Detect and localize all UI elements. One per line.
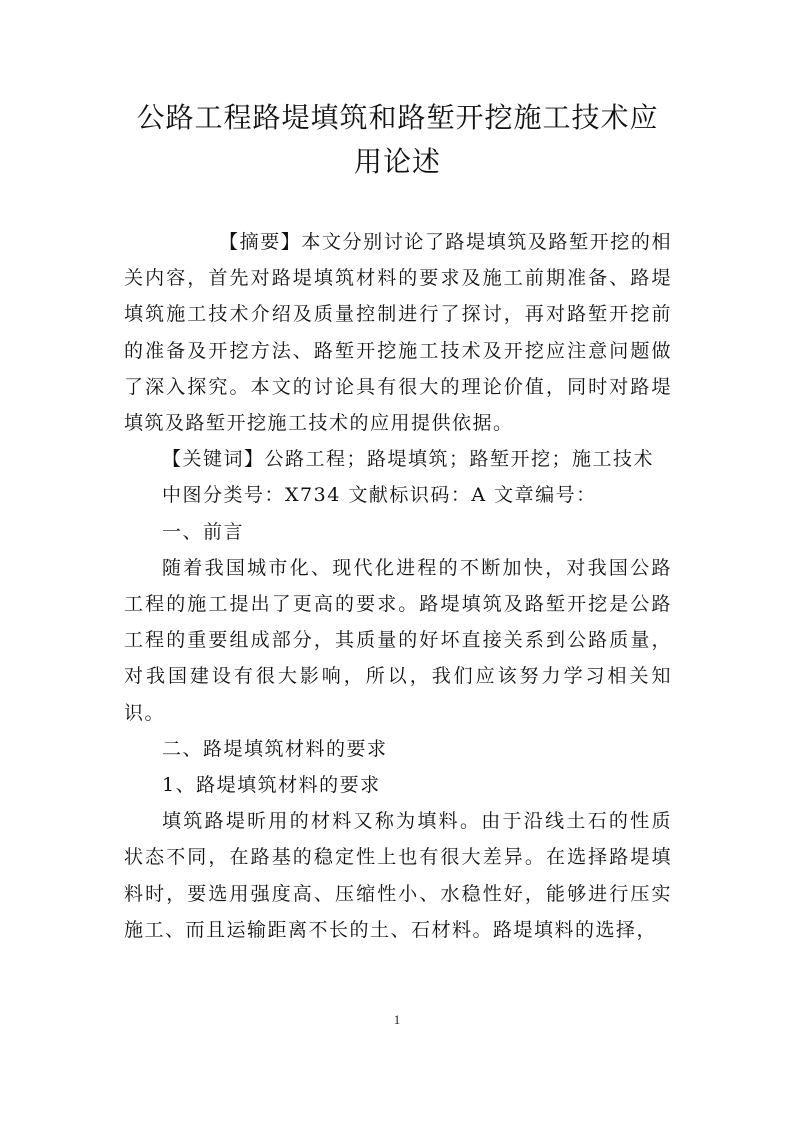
abstract-paragraph: 【摘要】本文分别讨论了路堤填筑及路堑开挖的相关内容，首先对路堤填筑材料的要求及施工前期准备、路堤填筑施工技术介绍及质量控制进行了探讨，再对路堑开挖前的准备及开挖方法、路堑开挖施工技术及开挖应注意问题做了深入探究。本文的讨论具有很大的理论价值，同时对路堤填筑及路堑开挖施工技术的应用提供依据。 xyxy=(124,231,672,435)
title-line-1: 公路工程路堤填筑和路堑开挖施工技术应 xyxy=(136,101,659,134)
classification-paragraph: 中图分类号：X734 文献标识码：A 文章编号： xyxy=(162,484,597,507)
section-heading-preface: 一、前言 xyxy=(162,520,245,543)
subsection-heading: 1、路堤填筑材料的要求 xyxy=(162,774,381,797)
keywords-paragraph: 【关键词】公路工程；路堤填筑；路堑开挖；施工技术 xyxy=(162,448,655,471)
document-title xyxy=(120,96,675,184)
title-line-2: 用论述 xyxy=(353,145,441,178)
page-number: 1 xyxy=(393,1012,401,1027)
body-paragraph: 填筑路堤昕用的材料又称为填料。由于沿线土石的性质状态不同，在路基的稳定性上也有很大差异。在选择路堤填料时，要选用强度高、压缩性小、水稳性好，能够进行压实施工、而且运输距离不长的土、石材料。路堤填料的选择， xyxy=(124,810,672,941)
section-heading-fill-materials: 二、路堤填筑材料的要求 xyxy=(162,737,388,760)
document-body xyxy=(124,224,672,948)
body-paragraph: 随着我国城市化、现代化进程的不断加快，对我国公路工程的施工提出了更高的要求。路堤填筑及路堑开挖是公路工程的重要组成部分，其质量的好坏直接关系到公路质量，对我国建设有很大影响，所以，我们应该努力学习相关知识。 xyxy=(124,556,672,724)
